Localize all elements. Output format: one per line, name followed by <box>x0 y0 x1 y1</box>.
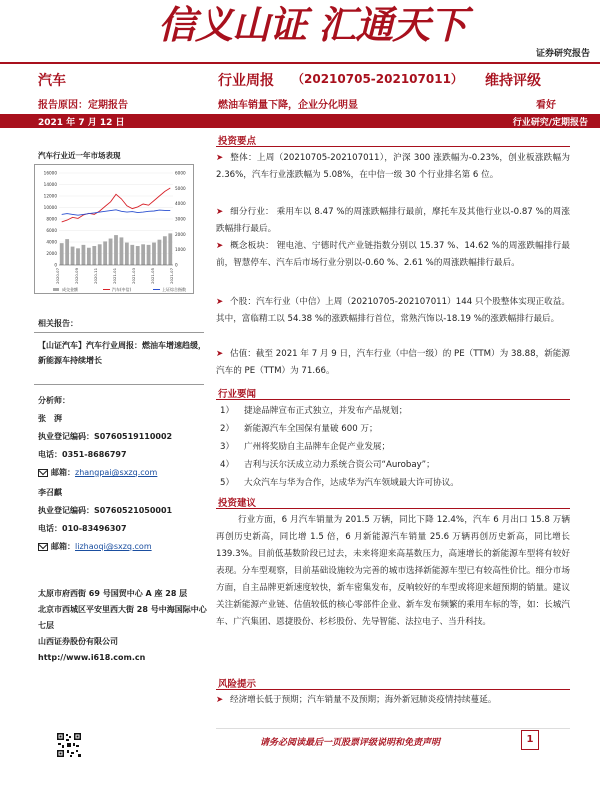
risk-text <box>216 692 570 709</box>
news-text: 广州将奖励自主品牌车企促产业发展； <box>244 442 391 452</box>
analyst1-cert: 执业登记编码：S0760519110002 <box>38 432 173 441</box>
arrow-bullet-icon: ➤ <box>216 349 224 359</box>
company-website[interactable]: http://www.i618.com.cn <box>38 653 146 662</box>
analyst-title: 分析师： <box>38 396 70 405</box>
analyst-rule <box>34 384 204 385</box>
y-left-tick-label: 12000 <box>43 193 57 199</box>
related-title: 相关报告： <box>38 319 78 328</box>
section-industry-news: 行业要闻 <box>218 389 257 400</box>
y-left-tick-label: 6000 <box>46 228 57 233</box>
analyst1-email-row <box>38 464 208 482</box>
y-left-tick-label: 8000 <box>46 216 57 222</box>
page-number: 1 <box>521 730 539 750</box>
y-right-tick-label: 0 <box>175 262 178 268</box>
news-number: 1） <box>220 406 235 416</box>
rating: 维持评级 <box>485 73 541 89</box>
volume-bar <box>114 235 118 265</box>
report-view: 看好 <box>536 100 556 111</box>
x-tick-label: 2021-07 <box>169 268 174 284</box>
volume-bar <box>65 239 69 265</box>
report-headline: 燃油车销量下降，企业分化明显 <box>218 100 358 111</box>
arrow-bullet-icon: ➤ <box>216 695 224 705</box>
x-tick-label: 2020-11 <box>93 268 98 284</box>
volume-bar <box>82 245 86 265</box>
point-text: 估值：截至 2021 年 7 月 9 日，汽车行业（中信一级）的 PE（TTM）为 38.88，新能源汽车的 PE（TTM）为 71.66。 <box>216 349 570 376</box>
volume-bar <box>152 243 156 265</box>
point-text: 个股：汽车行业（中信）上周（20210705-202107011）144 只个股整体实现正收益。其中，富临精工以 54.38 %的涨跌幅排行首位，常熟汽饰以-18.19 %的涨跌幅排行最后。 <box>216 297 570 324</box>
report-reason: 报告原因：定期报告 <box>38 100 128 111</box>
point-valuation <box>216 346 570 380</box>
legend-swatch <box>53 288 59 291</box>
qr-code-icon <box>56 732 82 758</box>
news-list <box>216 402 570 492</box>
section-rule <box>216 146 570 147</box>
address-block <box>38 586 208 666</box>
point-concept <box>216 238 570 272</box>
arrow-bullet-icon: ➤ <box>216 297 224 307</box>
analyst2-name: 李召麒 <box>38 488 62 497</box>
analyst1-name: 张 湃 <box>38 414 62 423</box>
volume-bar <box>98 244 102 265</box>
date-bar <box>0 114 600 128</box>
point-text: 整体：上周（20210705-202107011），沪深 300 涨跌幅为-0.23%，创业板涨跌幅为 2.36%，汽车行业涨跌幅为 5.08%，在中信一级 30 个行业排名第 6 位。 <box>216 153 570 180</box>
series-line-0 <box>62 188 171 222</box>
section-invest-points: 投资要点 <box>218 136 257 147</box>
sector-title: 汽车 <box>38 73 66 89</box>
volume-bar <box>136 246 140 265</box>
arrow-bullet-icon: ➤ <box>216 207 224 217</box>
chart-caption: 汽车行业近一年市场表现 <box>38 151 121 160</box>
volume-bar <box>109 239 113 265</box>
point-text: 概念板块： 锂电池、宁德时代产业链指数分别以 15.37 %、14.62 %的周涨跌幅排行最前，智慧停车、汽车后市场行业分别以-0.60 %、2.61 %的周涨跌幅排行最后。 <box>216 241 570 268</box>
x-tick-label: 2021-03 <box>131 268 136 284</box>
title-row <box>0 64 600 92</box>
report-category: 行业研究/定期报告 <box>512 118 588 128</box>
volume-bar <box>103 241 107 265</box>
y-right-tick-label: 4000 <box>175 201 186 207</box>
news-text: 新能源汽车全国保有量破 600 万； <box>244 424 378 434</box>
footer-disclaimer: 请务必阅读最后一页股票评级说明和免责声明 <box>260 738 441 748</box>
volume-bar <box>71 247 75 265</box>
news-item <box>216 438 570 456</box>
company-name: 山西证券股份有限公司 <box>38 637 118 646</box>
brand-slogan <box>158 2 466 48</box>
analyst2-email[interactable]: lizhaoqi@sxzq.com <box>75 542 152 551</box>
legend-label: 汽车(中信) <box>112 287 132 292</box>
news-item <box>216 456 570 474</box>
analyst2-phone: 电话：010-83496307 <box>38 524 127 533</box>
analyst2-email-row <box>38 538 208 556</box>
series-line-1 <box>62 210 171 215</box>
news-item <box>216 402 570 420</box>
volume-bar <box>120 237 124 265</box>
volume-bar <box>92 246 96 265</box>
analyst1-phone: 电话：0351-8686797 <box>38 450 127 459</box>
news-item <box>216 474 570 492</box>
volume-bar <box>87 248 91 265</box>
x-tick-label: 2021-05 <box>150 268 155 284</box>
news-item <box>216 420 570 438</box>
y-right-tick-label: 3000 <box>175 216 186 222</box>
market-chart <box>34 164 194 294</box>
news-number: 2） <box>220 424 235 434</box>
legend-label: 成交金额 <box>62 287 78 292</box>
y-right-tick-label: 1000 <box>175 247 186 253</box>
news-text: 捷途品牌宣布正式独立，并发布产品规划； <box>244 406 408 416</box>
legend-label: 上证综合指数 <box>162 287 186 292</box>
section-rule <box>216 689 570 690</box>
news-number: 5） <box>220 478 235 488</box>
point-text: 细分行业： 乘用车以 8.47 %的周涨跌幅排行最前，摩托车及其他行业以-0.87 %的周涨跌幅排行最后。 <box>216 207 570 234</box>
point-sub-industry <box>216 204 570 238</box>
x-tick-label: 2020-09 <box>74 268 79 284</box>
volume-bar <box>60 243 64 265</box>
point-overall <box>216 150 570 184</box>
analyst2-cert: 执业登记编码：S0760521050001 <box>38 506 173 515</box>
y-left-tick-label: 10000 <box>43 205 57 210</box>
section-invest-advice: 投资建议 <box>218 498 257 509</box>
section-risk: 风险提示 <box>218 679 257 690</box>
y-left-tick-label: 14000 <box>43 182 57 187</box>
x-tick-label: 2020-07 <box>55 268 60 284</box>
email-label: 邮箱： <box>51 468 75 477</box>
arrow-bullet-icon: ➤ <box>216 153 224 163</box>
mail-icon <box>38 469 48 477</box>
subtitle-row <box>0 92 600 114</box>
y-right-tick-label: 6000 <box>175 170 186 176</box>
y-right-tick-label: 5000 <box>175 185 186 191</box>
news-number: 3） <box>220 442 235 452</box>
address-taiyuan: 太原市府西街 69 号国贸中心 A 座 28 层 <box>38 589 188 598</box>
report-date: 2021 年 7 月 12 日 <box>38 118 125 128</box>
header-banner <box>0 0 600 64</box>
report-period: （20210705-202107011） <box>292 72 463 86</box>
y-left-tick-label: 2000 <box>46 251 57 256</box>
report-label: 证券研究报告 <box>535 49 590 59</box>
volume-bar <box>125 243 129 265</box>
volume-bar <box>147 245 151 265</box>
volume-bar <box>158 240 162 265</box>
news-text: 吉利与沃尔沃成立动力系统合资公司“Aurobay”； <box>244 460 435 470</box>
analyst-block <box>38 392 208 556</box>
address-beijing: 北京市西城区平安里西大街 28 号中海国际中心七层 <box>38 605 207 630</box>
y-left-tick-label: 16000 <box>43 170 57 176</box>
section-rule <box>216 508 570 509</box>
report-type: 行业周报 <box>218 73 274 89</box>
brand-slogan-text: 信义山证 汇通天下 <box>158 2 467 47</box>
y-right-tick-label: 2000 <box>175 231 186 237</box>
point-stocks <box>216 294 570 328</box>
email-label: 邮箱： <box>51 542 75 551</box>
volume-bar <box>141 244 145 265</box>
volume-bar <box>76 248 80 265</box>
arrow-bullet-icon: ➤ <box>216 241 224 251</box>
volume-bar <box>163 236 167 265</box>
analyst1-email[interactable]: zhangpai@sxzq.com <box>75 468 158 477</box>
related-report-link[interactable]: 【山证汽车】汽车行业周报：燃油车增速趋缓，新能源车持续增长 <box>38 341 206 365</box>
mail-icon <box>38 543 48 551</box>
volume-bar <box>130 245 134 265</box>
related-rule <box>34 332 204 333</box>
y-left-tick-label: 4000 <box>46 239 57 245</box>
y-left-tick-label: 0 <box>54 262 57 268</box>
risk-text-content: 经济增长低于预期；汽车销量不及预期；海外新冠肺炎疫情持续蔓延。 <box>230 695 497 705</box>
volume-bar <box>168 233 172 265</box>
section-rule <box>216 399 570 400</box>
x-tick-label: 2021-01 <box>112 268 117 284</box>
news-text: 大众汽车与华为合作，达成华为汽车领域最大许可协议。 <box>244 478 459 488</box>
market-chart-svg <box>35 165 195 295</box>
news-number: 4） <box>220 460 235 470</box>
advice-paragraph: 行业方面，6 月汽车销量为 201.5 万辆，同比下降 12.4%，汽车 6 月出口 15.8 万辆再创历史新高，同比增 1.5 倍，6 月新能源汽车销量 25.6 万辆再创历史新高，同比增长 139.3%。目前低基数阶段已过去，未来将迎来高基数压力，高速增长的新能源车型将有较好表现。分车型观察，目前基础设施较为完善的城市选择新能源车型已有较高性价比。细分市场方面，自主品牌更新速度较快，新车密集发布，反响较好的车型或将迎来超预期的销量。建议关注新能源产业链、估值较低的核心零部件企业、新车发布频繁的乘用车标的等，如：长城汽车、广汽集团、恩捷股份、杉杉股份、先导智能、法拉电子、当升科技。 <box>216 515 570 627</box>
footer-rule <box>216 728 570 729</box>
